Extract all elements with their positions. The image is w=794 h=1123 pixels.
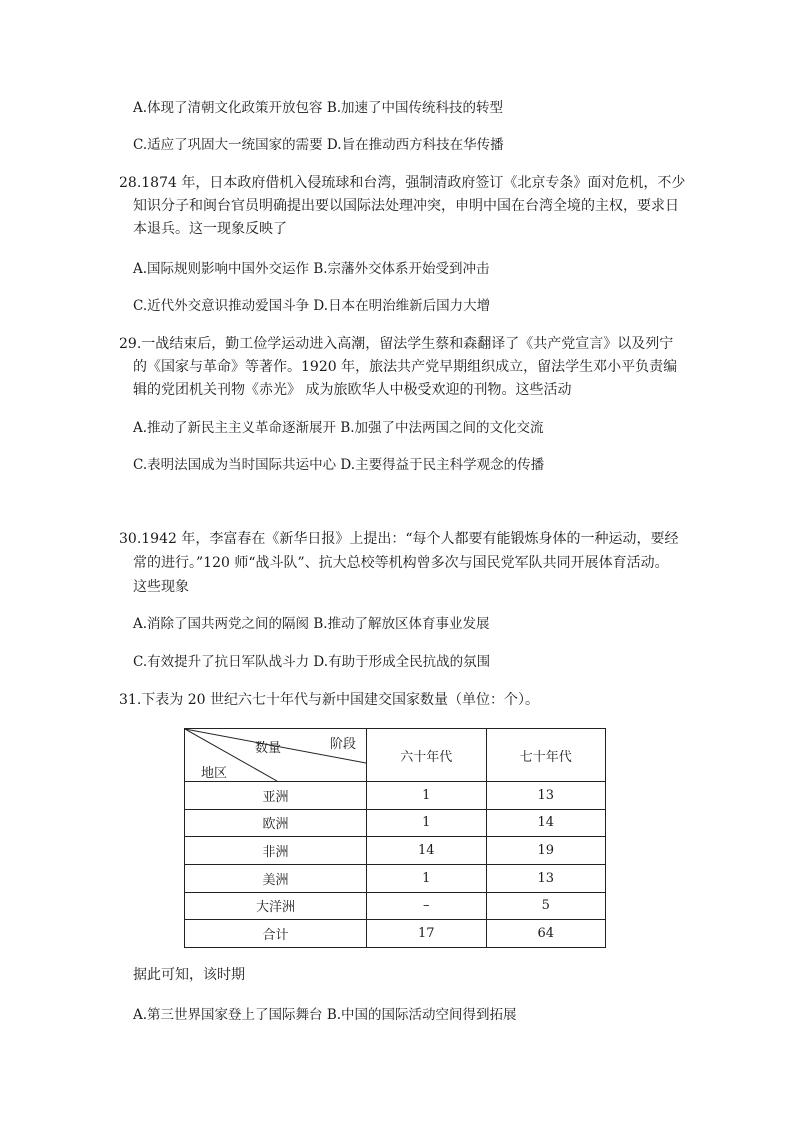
table-row [185, 864, 606, 892]
table-row [185, 782, 606, 810]
table-row [185, 892, 606, 920]
q30-stem-line-3: 这些现象 [133, 579, 189, 595]
q28-option-ab: A.国际规则影响中国外交运作 B.宗藩外交体系开始受到冲击 [133, 261, 490, 277]
seventies-value: 64 [486, 920, 606, 948]
q28-option-cd: C.近代外交意识推动爱国斗争 D.日本在明治维新后国力大增 [133, 298, 491, 314]
seventies-value: 14 [486, 809, 606, 837]
seventies-value: 13 [486, 782, 606, 810]
q30-stem-line-2: 常的进行。”120 师“战斗队”、抗大总校等机构曾多次与国民党军队共同开展体育活动。 [133, 555, 669, 571]
q30-stem-line-1: 30.1942 年，李富春在《新华日报》上提出：“每个人都要有能锻炼身体的一种运动，要经 [119, 531, 679, 547]
q29-option-cd: C.表明法国成为当时国际共运中心 D.主要得益于民主科学观念的传播 [133, 457, 545, 473]
corner-label-stage: 阶段 [330, 737, 357, 752]
table-row [185, 837, 606, 865]
region-cell: 非洲 [185, 837, 367, 865]
region-cell: 欧洲 [185, 809, 367, 837]
q31-stem: 31.下表为 20 世纪六七十年代与新中国建交国家数量（单位：个）。 [119, 692, 539, 708]
sixties-value: 1 [367, 782, 487, 810]
q28-stem-line-1: 28.1874 年，日本政府借机入侵琉球和台湾，强制清政府签订《北京专条》面对危机，不少 [119, 175, 686, 191]
q27-option-cd: C.适应了巩固大一统国家的需要 D.旨在推动西方科技在华传播 [133, 137, 504, 153]
q31-option-ab: A.第三世界国家登上了国际舞台 B.中国的国际活动空间得到拓展 [133, 1007, 517, 1023]
table-total-row [185, 920, 606, 948]
column-header-sixties: 六十年代 [367, 729, 487, 782]
q29-stem-line-1: 29.一战结束后，勤工俭学运动进入高潮，留法学生蔡和森翻译了《共产党宣言》以及列宁 [119, 336, 674, 352]
q28-stem-line-2: 知识分子和闽台官员明确提出要以国际法处理冲突，申明中国在台湾全境的主权，要求日 [133, 198, 679, 214]
region-cell: 合计 [185, 920, 367, 948]
seventies-value: 5 [486, 892, 606, 920]
sixties-value: 14 [367, 837, 487, 865]
diplomatic-relations-table [184, 728, 606, 948]
seventies-value: 19 [486, 837, 606, 865]
q29-stem-line-3: 辑的党团机关刊物《赤光》 成为旅欧华人中极受欢迎的刊物。这些活动 [133, 382, 572, 398]
sixties-value: 17 [367, 920, 487, 948]
corner-label-quantity: 数量 [255, 741, 282, 756]
q28-stem-line-3: 本退兵。这一现象反映了 [133, 221, 287, 237]
region-cell: 美洲 [185, 864, 367, 892]
q30-option-cd: C.有效提升了抗日军队战斗力 D.有助于形成全民抗战的氛围 [133, 654, 491, 670]
region-cell: 亚洲 [185, 782, 367, 810]
table-corner-cell [185, 729, 367, 782]
q29-stem-line-2: 的《国家与革命》等著作。1920 年，旅法共产党早期组织成立，留法学生邓小平负责编 [133, 359, 678, 375]
q29-option-ab: A.推动了新民主主义革命逐渐展开 B.加强了中法两国之间的文化交流 [133, 420, 544, 436]
sixties-value: 1 [367, 864, 487, 892]
sixties-value: – [367, 892, 487, 920]
column-header-seventies: 七十年代 [486, 729, 606, 782]
q30-option-ab: A.消除了国共两党之间的隔阂 B.推动了解放区体育事业发展 [133, 616, 490, 632]
corner-label-region: 地区 [201, 766, 228, 781]
q31-after-table: 据此可知，该时期 [133, 967, 245, 983]
table-header-row [185, 729, 606, 782]
table-row [185, 809, 606, 837]
q27-option-ab: A.体现了清朝文化政策开放包容 B.加速了中国传统科技的转型 [133, 100, 504, 116]
seventies-value: 13 [486, 864, 606, 892]
sixties-value: 1 [367, 809, 487, 837]
region-cell: 大洋洲 [185, 892, 367, 920]
